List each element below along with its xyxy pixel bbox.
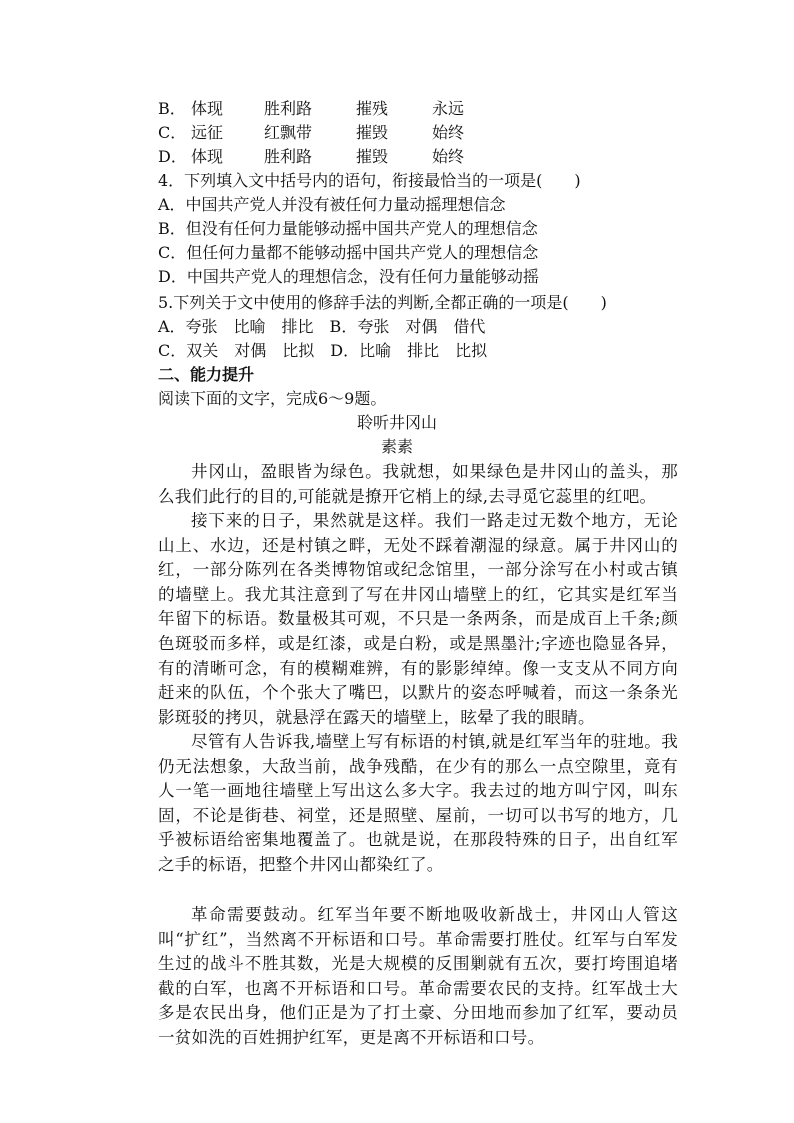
article-paragraph-3: 尽管有人告诉我,墙壁上写有标语的村镇,就是红军当年的驻地。我仍无法想象，大敌当前，战争残酷，在少有的那么一点空隙里，竟有人一笔一画地往墙壁上写出这么多大字。我去过的地方叫宁冈，叫东固，不论是街巷、祠堂，还是照壁、屋前，一切可以书写的地方，几乎被标语给密集地覆盖了。也就是说，在那段特殊的日子，出自红军之手的标语，把整个井冈山都染红了。 — [158, 732, 678, 874]
option-item: 远征 — [191, 123, 224, 142]
option-item: 始终 — [432, 123, 465, 142]
q3-option-b — [158, 97, 465, 121]
q3-option-d — [158, 145, 465, 169]
option-item: 红飘带 — [264, 123, 313, 142]
section-instruction: 阅读下面的文字，完成6～9题。 — [158, 389, 387, 408]
q5-options-row2: C．双关 对偶 比拟 D．比喻 排比 比拟 — [158, 341, 488, 360]
q4-option-b: B．但没有任何力量能够动摇中国共产党人的理想信念 — [158, 219, 538, 238]
q4-option-c: C．但任何力量都不能够动摇中国共产党人的理想信念 — [158, 243, 539, 262]
option-letter: C． — [158, 123, 187, 142]
section-title: 二、能力提升 — [158, 365, 255, 384]
q4-option-d: D．中国共产党人的理想信念，没有任何力量能够动摇 — [158, 267, 539, 286]
article-title: 聆听井冈山 — [356, 413, 437, 432]
option-item: 胜利路 — [264, 147, 313, 166]
q4-option-a: A．中国共产党人并没有被任何力量动摇理想信念 — [158, 195, 506, 214]
q5-options-row1: A．夸张 比喻 排比 B．夸张 对偶 借代 — [158, 317, 486, 336]
article-paragraph-2: 接下来的日子，果然就是这样。我们一路走过无数个地方，无论山上、水边，还是村镇之畔，无处不踩着潮湿的绿意。属于井冈山的红，一部分陈列在各类博物馆或纪念馆里，一部分涂写在小村或古镇的墙壁上。我尤其注意到了写在井冈山墙壁上的红，它其实是红军当年留下的标语。数量极其可观，不只是一条两条，而是成百上千条;颜色斑驳而多样，或是红漆，或是白粉，或是黑墨汁;字迹也隐显各异，有的清晰可念，有的模糊难辨，有的影影绰绰。像一支支从不同方向赶来的队伍，个个张大了嘴巴，以默片的姿态呼喊着，而这一条条光影斑驳的拷贝，就悬浮在露天的墙壁上，眩晕了我的眼睛。 — [158, 511, 678, 727]
option-item: 始终 — [432, 147, 465, 166]
article-paragraph-1: 井冈山，盈眼皆为绿色。我就想，如果绿色是井冈山的盖头，那么我们此行的目的,可能就是撩开它梢上的绿,去寻觅它蕊里的红吧。 — [158, 462, 678, 506]
option-letter: D． — [158, 147, 187, 166]
q3-option-c — [158, 121, 465, 145]
option-item: 永远 — [432, 99, 465, 118]
option-item: 摧毁 — [356, 147, 389, 166]
option-item: 摧残 — [356, 99, 389, 118]
option-letter: B． — [158, 99, 186, 118]
option-item: 体现 — [191, 99, 224, 118]
option-item: 胜利路 — [264, 99, 313, 118]
article-author: 素素 — [380, 437, 413, 456]
q4-stem: 4．下列填入文中括号内的语句，衔接最恰当的一项是( ) — [158, 171, 581, 190]
option-item: 体现 — [191, 147, 224, 166]
q5-stem: 5.下列关于文中使用的修辞手法的判断,全都正确的一项是( ) — [158, 293, 607, 312]
option-item: 摧毁 — [356, 123, 389, 142]
article-paragraph-4: 革命需要鼓动。红军当年要不断地吸收新战士，井冈山人管这叫“扩红”，当然离不开标语和口号。革命需要打胜仗。红军与白军发生过的战斗不胜其数，光是大规模的反围剿就有五次，要打垮围追堵截的白军，也离不开标语和口号。革命需要农民的支持。红军战士大多是农民出身，他们正是为了打土豪、分田地而参加了红军，要动员一贫如洗的百姓拥护红军，更是离不开标语和口号。 — [158, 905, 678, 1047]
